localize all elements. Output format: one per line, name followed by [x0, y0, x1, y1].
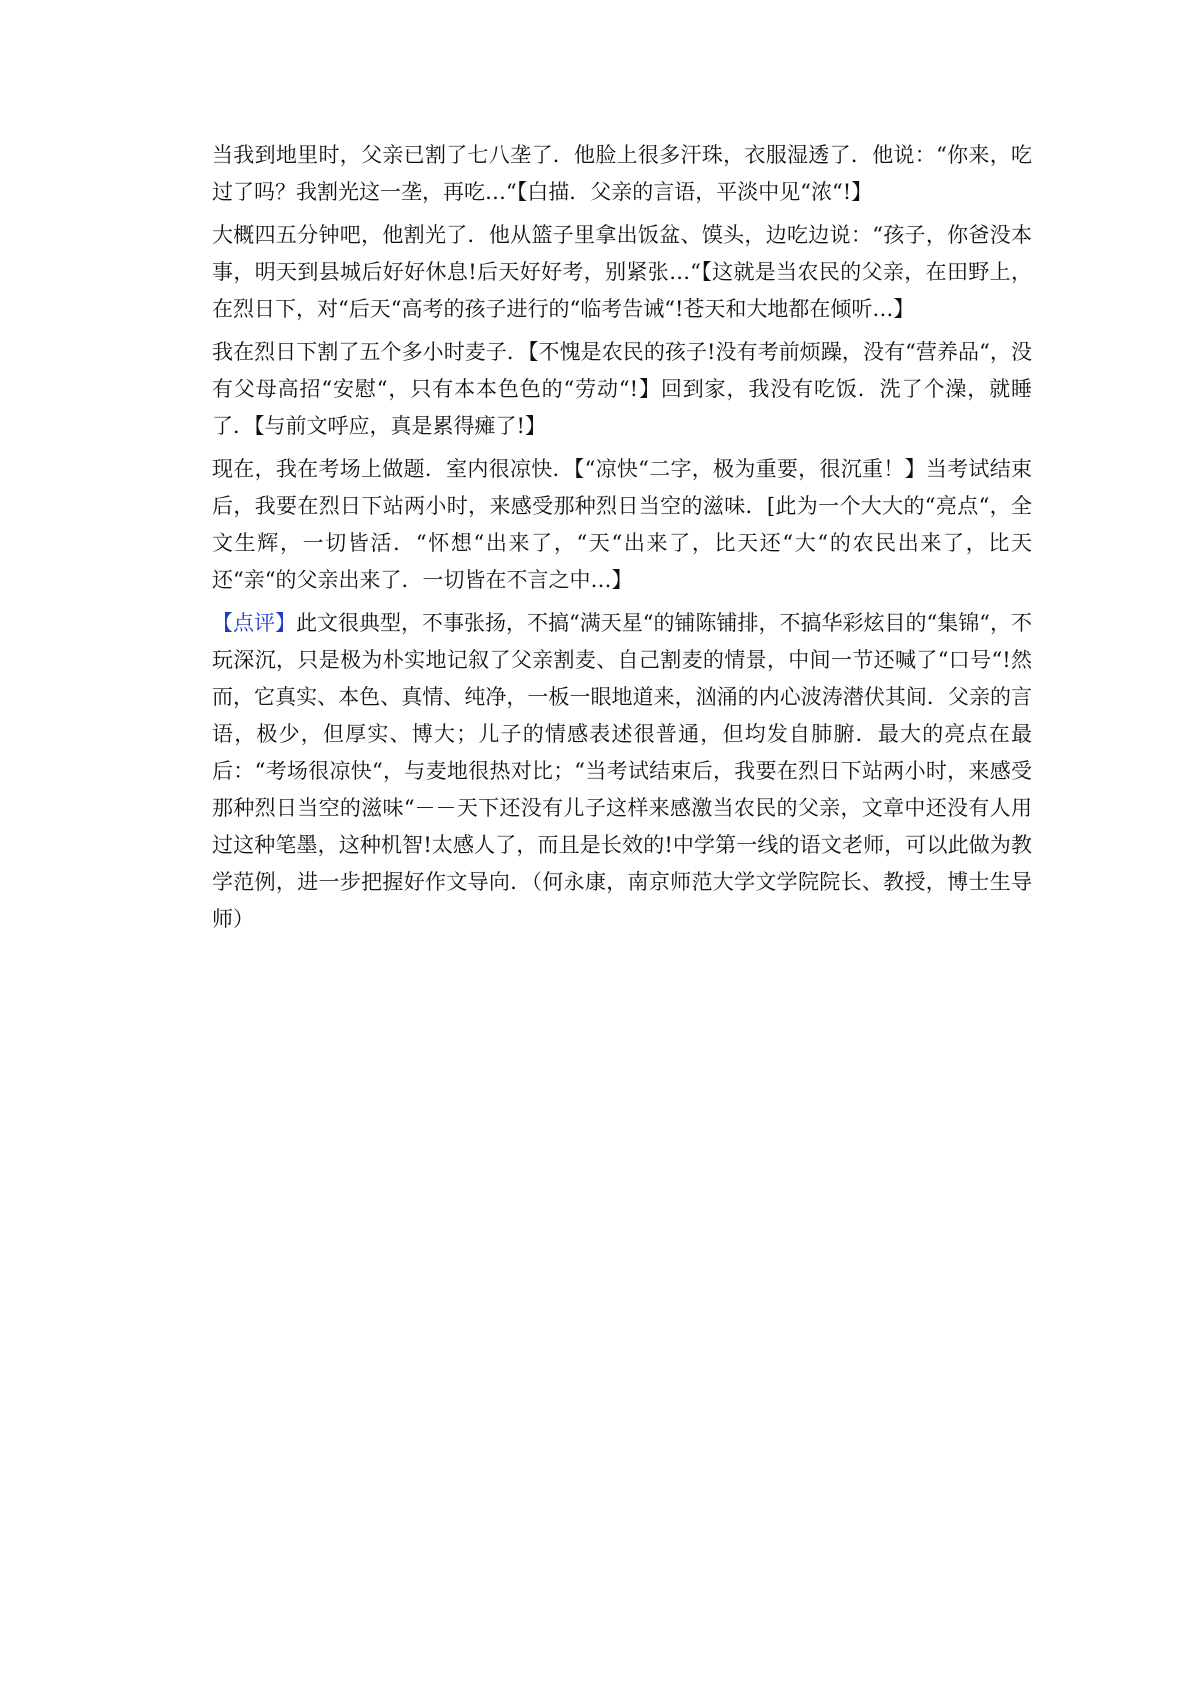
paragraph-exam-room: 现在，我在考场上做题．室内很凉快．【“凉快“二字，极为重要，很沉重！】当考试结束后，我要在烈日下站两小时，来感受那种烈日当空的滋味．[此为一个大大的“亮点“，全文生辉，一切皆活．“怀想“出来了，“天“出来了，比天还“大“的农民出来了，比天还“亲“的父亲出来了．一切皆在不言之中…】 [212, 457, 1032, 592]
commentary-paragraph [212, 605, 1032, 938]
commentary-text: 此文很典型，不事张扬，不搞“满天星“的铺陈铺排，不搞华彩炫目的“集锦“，不玩深沉，只是极为朴实地记叙了父亲割麦、自己割麦的情景，中间一节还喊了“口号“!然而，它真实、本色、真情、纯净，一板一眼地道来，汹涌的内心波涛潜伏其间．父亲的言语，极少，但厚实、博大；儿子的情感表述很普通，但均发自肺腑．最大的亮点在最后：“考场很凉快“，与麦地很热对比；“当考试结束后，我要在烈日下站两小时，来感受那种烈日当空的滋味“－－天下还没有儿子这样来感激当农民的父亲，文章中还没有人用过这种笔墨，这种机智!太感人了，而且是长效的!中学第一线的语文老师，可以此做为教学范例，进一步把握好作文导向．（何永康，南京师范大学文学院院长、教授，博士生导师） [212, 611, 1032, 931]
document-page [212, 137, 1032, 944]
paragraph-father-harvest: 当我到地里时，父亲已割了七八垄了．他脸上很多汗珠，衣服湿透了．他说：“你来，吃过了吗？我割光这一垄，再吃…“【白描．父亲的言语，平淡中见“浓“!】 [212, 143, 1032, 204]
paragraph-son-harvest: 我在烈日下割了五个多小时麦子．【不愧是农民的孩子!没有考前烦躁，没有“营养品“，没有父母高招“安慰“，只有本本色色的“劳动“!】回到家，我没有吃饭．洗了个澡，就睡了．【与前文呼应，真是累得瘫了!】 [212, 340, 1032, 438]
commentary-label: 【点评】 [212, 611, 297, 635]
paragraph-father-advice: 大概四五分钟吧，他割光了．他从篮子里拿出饭盆、馍头，边吃边说：“孩子，你爸没本事，明天到县城后好好休息!后天好好考，别紧张…“【这就是当农民的父亲，在田野上，在烈日下，对“后天“高考的孩子进行的“临考告诫“!苍天和大地都在倾听…】 [212, 223, 1032, 321]
